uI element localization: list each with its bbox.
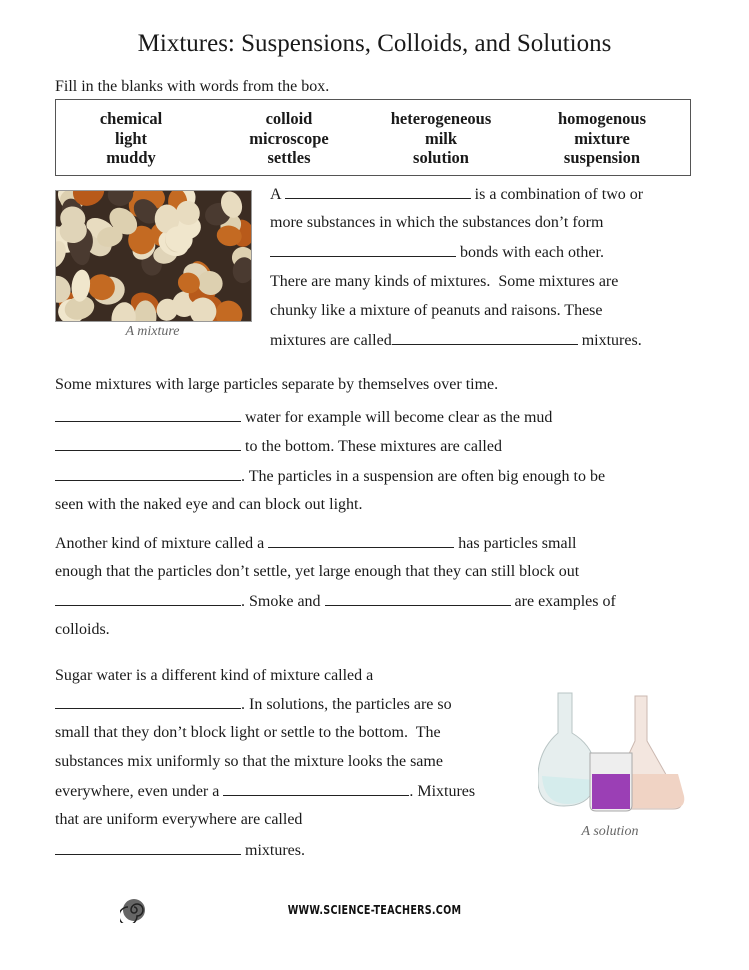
- text-segment: . Mixtures: [409, 783, 476, 800]
- fill-in-blank[interactable]: [55, 407, 241, 422]
- paragraph-4-line: [55, 810, 302, 830]
- mixture-caption: A mixture: [125, 324, 180, 339]
- text-segment: bonds with each other.: [456, 244, 604, 261]
- word-bank-word: muddy: [106, 148, 156, 167]
- paragraph-2-line: [55, 407, 552, 428]
- paragraph-1-line: [270, 272, 618, 292]
- fill-in-blank[interactable]: [285, 184, 471, 199]
- text-segment: Another kind of mixture called a: [55, 535, 269, 552]
- page-title: Mixtures: Suspensions, Colloids, and Solutions: [137, 30, 612, 57]
- text-segment: enough that the particles don’t settle, yet large enough that they can still block out: [55, 563, 580, 580]
- text-segment: . Smoke and: [241, 593, 325, 610]
- paragraph-2-line: [55, 495, 362, 515]
- word-bank-word: microscope: [249, 128, 329, 148]
- text-segment: is a combination of two or: [470, 186, 644, 203]
- footer-website: WWW.SCIENCE-TEACHERS.COM: [287, 903, 462, 917]
- text-segment: more substances in which the substances don’t form: [270, 214, 604, 231]
- text-segment: has particles small: [454, 535, 577, 552]
- fill-in-blank[interactable]: [392, 330, 578, 345]
- text-segment: substances mix uniformly so that the mixture looks the same: [55, 753, 443, 770]
- word-bank-word: suspension: [563, 148, 641, 167]
- paragraph-4-line: [55, 723, 441, 743]
- fill-in-blank[interactable]: [325, 591, 511, 606]
- paragraph-2-line: [55, 375, 498, 395]
- fill-in-blank[interactable]: [55, 694, 241, 709]
- fill-in-blank[interactable]: [55, 840, 241, 855]
- mixture-photo: [55, 190, 252, 322]
- solution-flasks-photo: [538, 688, 688, 813]
- fill-in-blank[interactable]: [270, 242, 456, 257]
- paragraph-1-line: [270, 301, 603, 321]
- paragraph-1-line: [270, 330, 642, 351]
- word-bank-word: solution: [413, 148, 469, 167]
- word-bank-column: [56, 109, 206, 168]
- text-segment: . In solutions, the particles are so: [241, 696, 452, 713]
- word-bank-word: milk: [424, 128, 458, 148]
- paragraph-4-line: [55, 781, 475, 802]
- text-segment: A: [270, 186, 285, 203]
- fill-in-blank[interactable]: [55, 436, 241, 451]
- text-segment: mixtures.: [241, 842, 305, 859]
- text-segment: colloids.: [55, 621, 110, 638]
- fill-in-blank[interactable]: [223, 781, 409, 796]
- paragraph-3-line: [55, 562, 579, 582]
- word-bank-word: colloid: [265, 109, 313, 128]
- text-segment: mixtures are called: [270, 332, 392, 349]
- text-segment: chunky like a mixture of peanuts and raisons. These: [270, 302, 603, 319]
- paragraph-4-line: [55, 694, 452, 715]
- paragraph-2-line: [55, 466, 605, 487]
- word-bank-word: mixture: [574, 128, 630, 148]
- fill-in-blank[interactable]: [55, 591, 241, 606]
- text-segment: Sugar water is a different kind of mixture called a: [55, 667, 374, 684]
- word-bank-word: homogenous: [557, 109, 647, 128]
- paragraph-1-line: [270, 242, 604, 263]
- text-segment: mixtures.: [577, 332, 642, 349]
- paragraph-4-line: [55, 666, 373, 686]
- paragraph-3-line: [55, 620, 110, 640]
- text-segment: Some mixtures with large particles separate by themselves over time.: [55, 376, 499, 393]
- word-bank-column: [527, 109, 677, 168]
- paragraph-4-line: [55, 752, 443, 772]
- paragraph-3-line: [55, 533, 576, 554]
- fill-in-blank[interactable]: [55, 466, 241, 481]
- solution-caption: A solution: [581, 824, 639, 839]
- word-bank-box: [55, 99, 691, 176]
- text-segment: water for example will become clear as the mud: [241, 409, 553, 426]
- paragraph-2-line: [55, 436, 502, 457]
- text-segment: small that they don’t block light or settle to the bottom. The: [55, 724, 441, 741]
- text-segment: . The particles in a suspension are often big enough to be: [241, 468, 606, 485]
- text-segment: to the bottom. These mixtures are called: [241, 438, 502, 455]
- word-bank-word: chemical: [99, 109, 163, 128]
- text-segment: There are many kinds of mixtures. Some mixtures are: [270, 273, 619, 290]
- fill-in-blank[interactable]: [268, 533, 454, 548]
- paragraph-1-line: [270, 184, 643, 205]
- instructions: Fill in the blanks with words from the box.: [55, 78, 330, 95]
- word-bank-word: heterogeneous: [390, 109, 492, 128]
- word-bank-column: [214, 109, 364, 168]
- text-segment: everywhere, even under a: [55, 783, 224, 800]
- word-bank-word: settles: [267, 148, 311, 167]
- text-segment: seen with the naked eye and can block out light.: [55, 496, 363, 513]
- paragraph-4-line: [55, 840, 305, 861]
- word-bank-column: [366, 109, 516, 168]
- paragraph-3-line: [55, 591, 616, 612]
- paragraph-1-line: [270, 213, 603, 233]
- text-segment: that are uniform everywhere are called: [55, 811, 303, 828]
- text-segment: are examples of: [510, 593, 616, 610]
- word-bank-word: light: [114, 128, 148, 148]
